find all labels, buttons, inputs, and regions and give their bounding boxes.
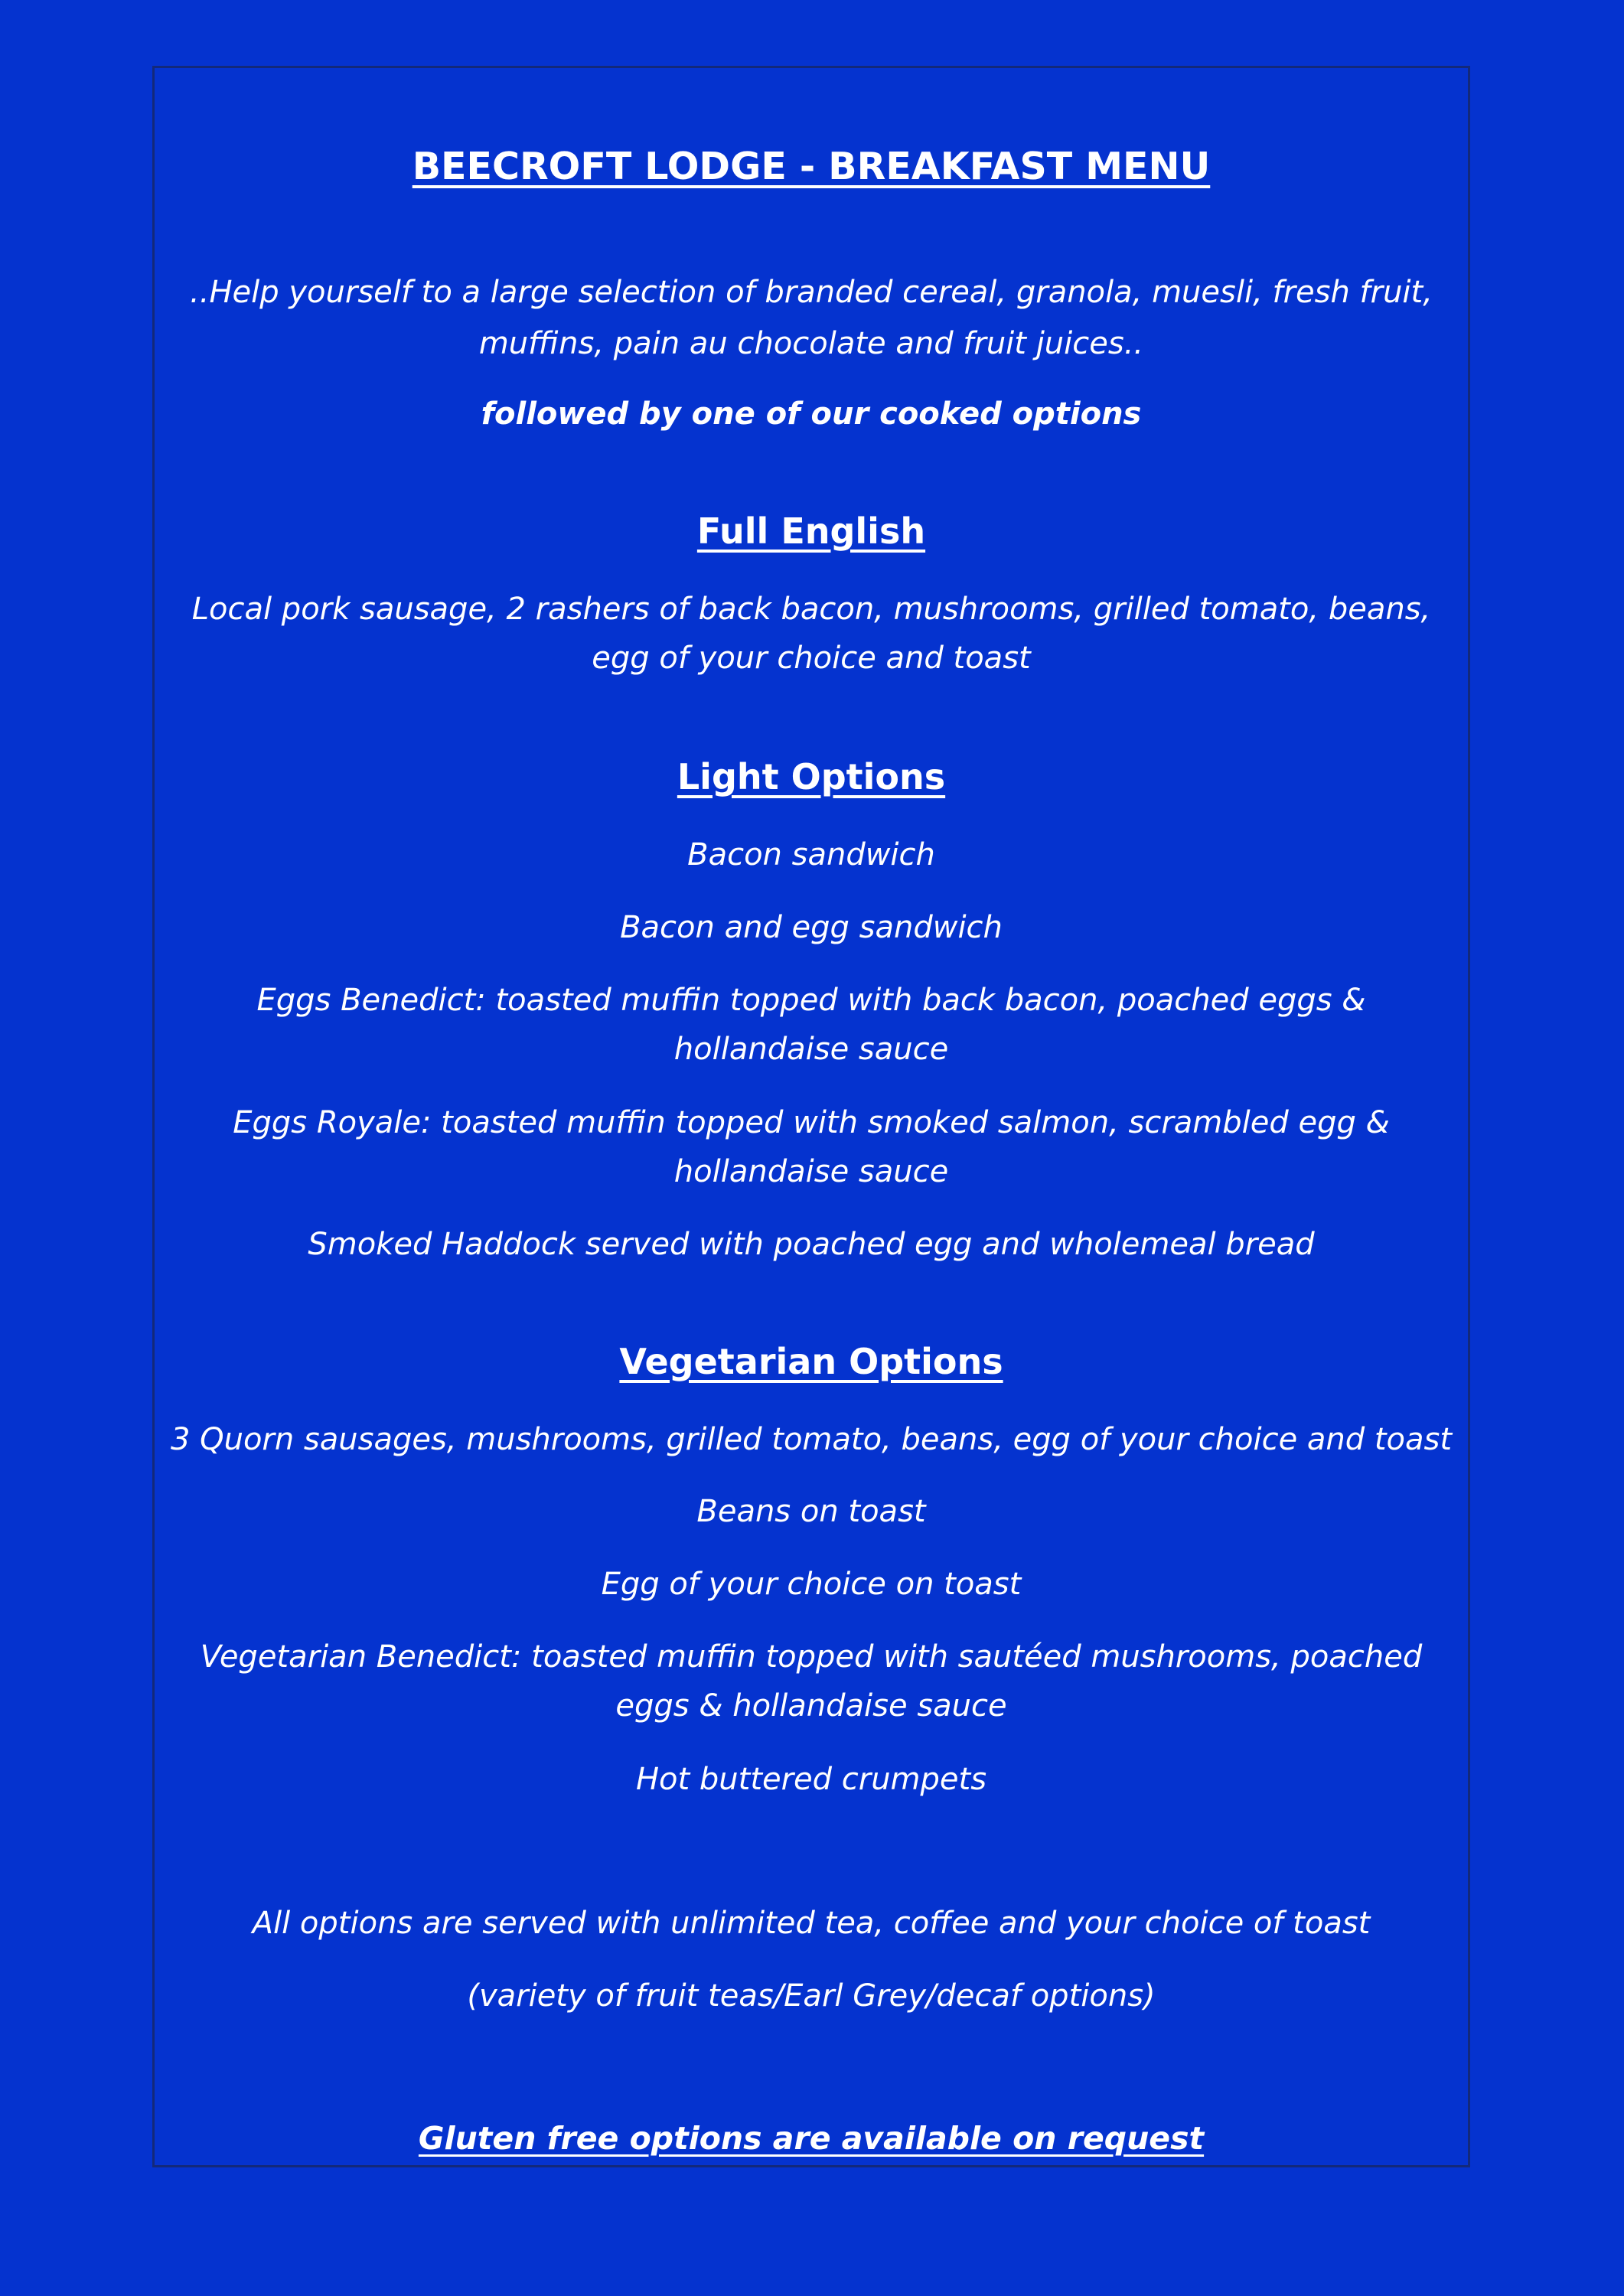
cooked-options-note: followed by one of our cooked options: [481, 396, 1142, 432]
light-option-eggs-benedict-line-1: Eggs Benedict: toasted muffin topped with back bacon, poached eggs &: [256, 983, 1366, 1018]
vegetarian-option-benedict-line-1: Vegetarian Benedict: toasted muffin topped with sautéed mushrooms, poached: [200, 1639, 1423, 1675]
intro-line-1: ..Help yourself to a large selection of branded cereal, granola, muesli, fresh fruit,: [190, 275, 1433, 310]
tea-variety-note: (variety of fruit teas/Earl Grey/decaf options): [467, 1978, 1156, 2014]
menu-title: BEECROFT LODGE - BREAKFAST MENU: [412, 145, 1211, 188]
light-option-bacon-egg-sandwich: Bacon and egg sandwich: [620, 910, 1003, 945]
vegetarian-option-beans-on-toast: Beans on toast: [696, 1494, 926, 1529]
light-option-bacon-sandwich: Bacon sandwich: [687, 837, 935, 872]
full-english-description-line-2: egg of your choice and toast: [592, 641, 1031, 676]
full-english-heading: Full English: [696, 510, 926, 552]
intro-line-2: muffins, pain au chocolate and fruit juices..: [478, 326, 1144, 361]
light-options-heading: Light Options: [677, 756, 946, 797]
light-option-smoked-haddock: Smoked Haddock served with poached egg and wholemeal bread: [308, 1227, 1315, 1262]
vegetarian-option-crumpets: Hot buttered crumpets: [635, 1762, 987, 1797]
vegetarian-option-egg-on-toast: Egg of your choice on toast: [601, 1567, 1022, 1602]
vegetarian-options-heading: Vegetarian Options: [619, 1341, 1003, 1382]
gluten-free-note: Gluten free options are available on request: [418, 2120, 1205, 2157]
served-with-note: All options are served with unlimited tea, coffee and your choice of toast: [252, 1906, 1371, 1941]
vegetarian-option-quorn-sausages: 3 Quorn sausages, mushrooms, grilled tomato, beans, egg of your choice and toast: [170, 1422, 1453, 1457]
light-option-eggs-royale-line-2: hollandaise sauce: [673, 1154, 949, 1189]
light-option-eggs-royale-line-1: Eggs Royale: toasted muffin topped with smoked salmon, scrambled egg &: [233, 1105, 1390, 1140]
full-english-description-line-1: Local pork sausage, 2 rashers of back bacon, mushrooms, grilled tomato, beans,: [191, 592, 1431, 627]
light-option-eggs-benedict-line-2: hollandaise sauce: [673, 1032, 949, 1067]
vegetarian-option-benedict-line-2: eggs & hollandaise sauce: [615, 1688, 1007, 1724]
